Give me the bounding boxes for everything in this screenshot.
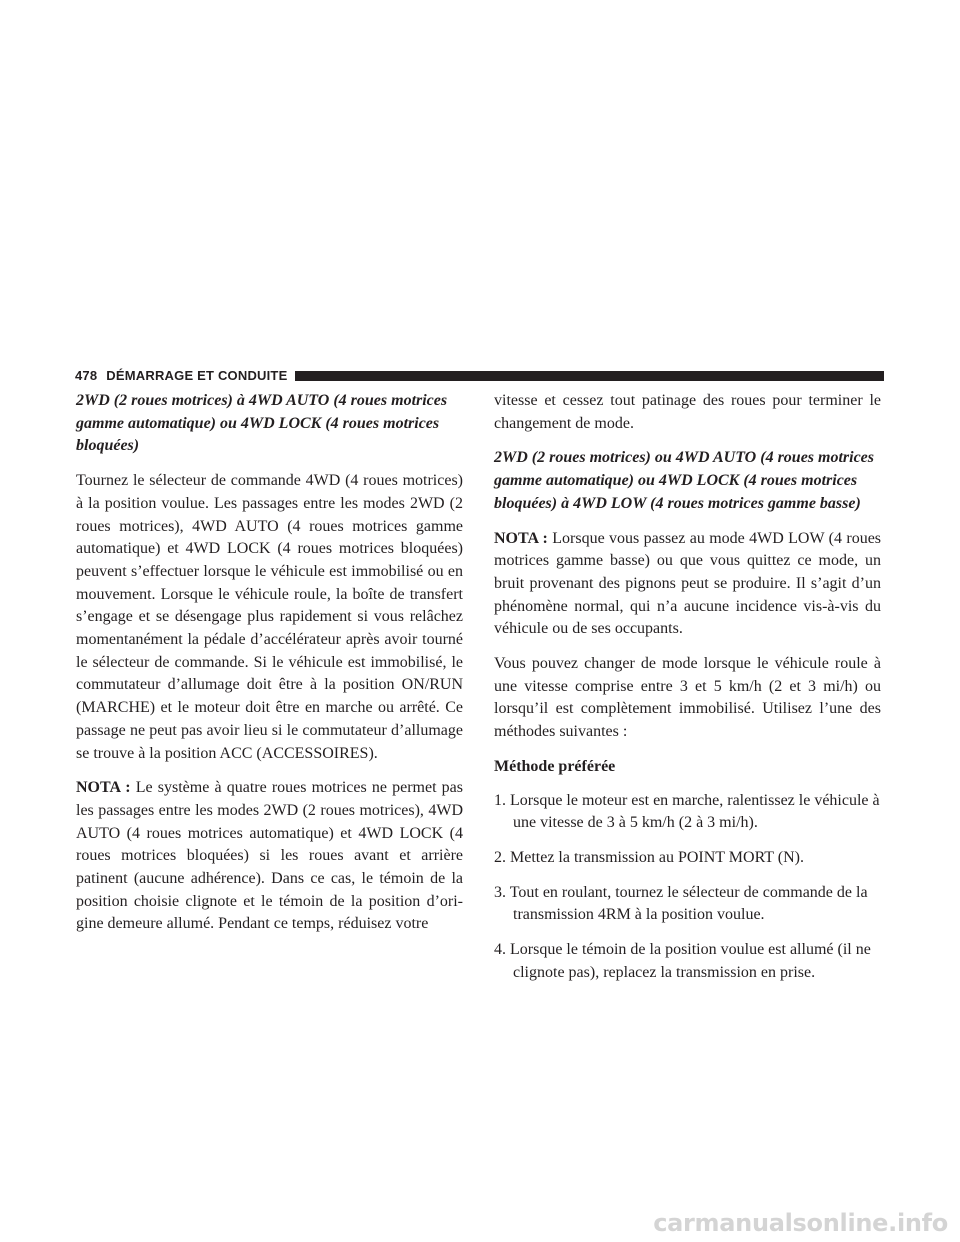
left-column: [76, 390, 463, 948]
left-heading: 2WD (2 roues motrices) à 4WD AUTO (4 roues motrices gamme automatique) ou 4WD LOCK (4 roues motrices bloquées): [76, 392, 448, 455]
right-note: [494, 528, 881, 642]
page-header: [75, 366, 884, 384]
left-note-text: Le système à quatre roues motrices ne permet pas les passages entre les modes 2WD (2 roues motrices), 4WD AUTO (4 roues motrices automatique) et 4WD LOCK (4 roues motrices bloquées) si les roues avant et arrière patinent (aucune adhérence). Dans ce cas, le témoin de la position choisie clignote et le témoin de la position d’ori-gine demeure allumé. Pendant ce temps, réduisez votre: [76, 779, 463, 933]
left-note: [76, 777, 463, 936]
method-subheading: Méthode préférée: [494, 757, 616, 775]
list-item: 4. Lorsque le témoin de la position voulue est allumé (il ne clignote pas), replacez la transmission en prise.: [494, 941, 871, 981]
list-item: 2. Mettez la transmission au POINT MORT (N).: [494, 848, 804, 866]
right-continuation: vitesse et cessez tout patinage des roues pour terminer le changement de mode.: [494, 392, 881, 432]
section-title: DÉMARRAGE ET CONDUITE: [106, 367, 288, 383]
right-paragraph: Vous pouvez changer de mode lorsque le véhicule roule à une vitesse comprise entre 3 et 5 km/h (2 et 3 mi/h) ou lorsqu’il est complètement immobilisé. Utilisez l’une des méthodes suivantes :: [494, 655, 881, 741]
list-item: 1. Lorsque le moteur est en marche, ralentissez le véhicule à une vitesse de 3 à 5 km/h (2 à 3 mi/h).: [494, 791, 880, 832]
left-note-label: NOTA :: [76, 779, 131, 797]
right-column: [494, 390, 881, 996]
right-heading: 2WD (2 roues motrices) ou 4WD AUTO (4 roues motrices gamme automatique) ou 4WD LOCK (4 roues motrices bloquées) à 4WD LOW (4 roues motrices gamme basse): [494, 449, 875, 512]
left-paragraph: Tournez le sélecteur de commande 4WD (4 roues motrices) à la position voulue. Les passages entre les modes 2WD (2 roues motrices), 4WD AUTO (4 roues motrices gamme automatique) et 4WD LOCK (4 roues motrices bloquées) peuvent s’effectuer lorsque le véhicule est immobilisé ou en mouvement. Lorsque le véhicule roule, la boîte de transfert s’engage et se désengage plus rapidement si vous relâchez momentanément la pédale d’accélérateur après avoir tourné le sélecteur de commande. Si le véhicule est immobilisé, le commutateur d’allumage doit être à la position ON/RUN (MARCHE) et le moteur doit être en marche ou arrêté. Ce passage ne peut pas avoir lieu si le commutateur d’allumage se trouve à la position ACC (ACCESSOIRES).: [76, 472, 463, 762]
page-number: 478: [75, 367, 98, 383]
header-rule: [295, 371, 884, 381]
steps-list: [494, 790, 881, 985]
right-note-text: Lorsque vous passez au mode 4WD LOW (4 roues motrices gamme basse) ou que vous quittez ce mode, un bruit provenant des pignons peut se produire. Il s’agit d’un phénomène normal, qui n’a aucune incidence vis-à-vis du véhicule ou de ses occupants.: [494, 529, 882, 638]
right-note-label: NOTA :: [494, 529, 548, 547]
watermark: carmanualsonline.info: [653, 1209, 948, 1237]
list-item: 3. Tout en roulant, tournez le sélecteur de commande de la transmission 4RM à la position voulue.: [494, 883, 868, 924]
